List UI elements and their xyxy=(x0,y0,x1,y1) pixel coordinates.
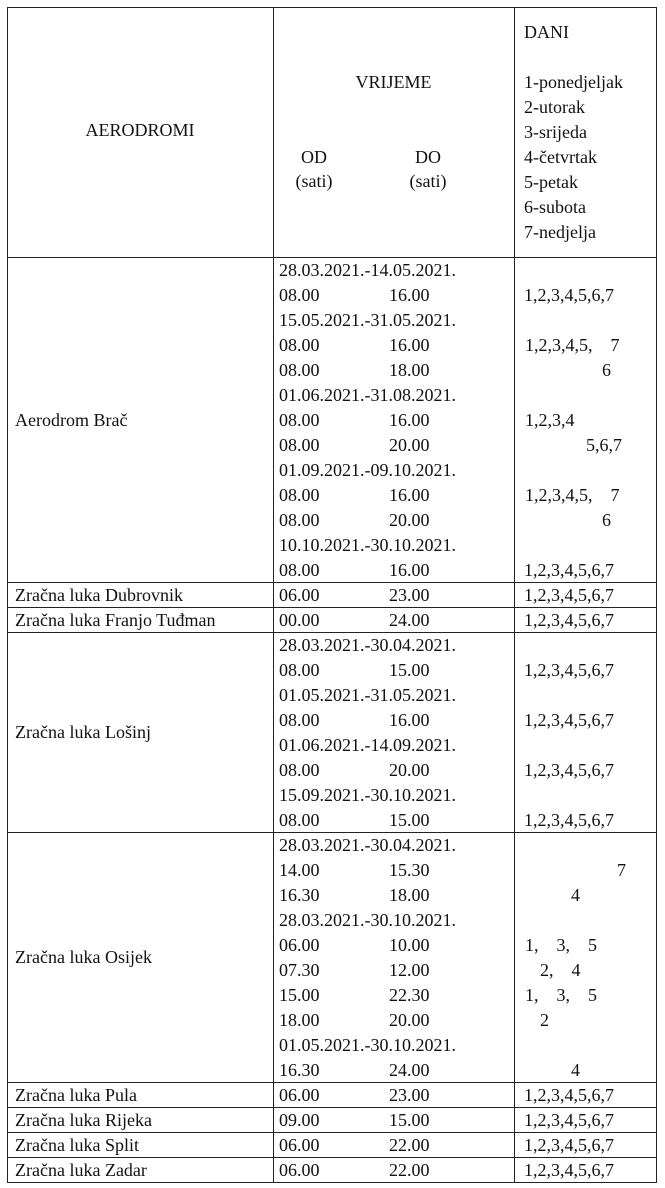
time-to: 16.00 xyxy=(389,710,430,730)
time-from: 06.00 xyxy=(279,1160,320,1180)
column-divider-2 xyxy=(514,7,515,1183)
airport-name: Zračna luka Rijeka xyxy=(15,1110,152,1130)
days-value: 1,2,3,4,5,6,7 xyxy=(524,585,614,605)
time-to: 18.00 xyxy=(389,885,430,905)
time-from: 00.00 xyxy=(279,610,320,630)
days-value: 4 xyxy=(571,1060,580,1080)
time-from: 16.30 xyxy=(279,1060,320,1080)
header-to-label: DO xyxy=(415,147,441,167)
days-legend-item: 2-utorak xyxy=(524,97,585,117)
days-legend-item: 3-srijeda xyxy=(524,122,587,142)
days-value: 6 xyxy=(602,510,611,530)
days-legend-item: 5-petak xyxy=(524,172,578,192)
airport-name: Zračna luka Osijek xyxy=(15,947,152,967)
days-value: 1,2,3,4 xyxy=(525,410,575,430)
days-value: 6 xyxy=(602,360,611,380)
days-value: 1,2,3,4,5,6,7 xyxy=(524,1085,614,1105)
time-from: 18.00 xyxy=(279,1010,320,1030)
time-to: 20.00 xyxy=(389,435,430,455)
time-from: 06.00 xyxy=(279,1135,320,1155)
time-from: 08.00 xyxy=(279,810,320,830)
airport-name: Zračna luka Split xyxy=(15,1135,139,1155)
airport-name: Zračna luka Zadar xyxy=(15,1160,147,1180)
time-from: 16.30 xyxy=(279,885,320,905)
table-border-left xyxy=(7,7,8,1183)
period-range: 10.10.2021.-30.10.2021. xyxy=(279,535,456,555)
time-to: 10.00 xyxy=(389,935,430,955)
time-from: 08.00 xyxy=(279,360,320,380)
time-from: 08.00 xyxy=(279,410,320,430)
table-border-right xyxy=(656,7,657,1183)
time-to: 12.00 xyxy=(389,960,430,980)
days-value: 1,2,3,4,5,6,7 xyxy=(524,810,614,830)
period-range: 28.03.2021.-30.04.2021. xyxy=(279,835,456,855)
time-to: 18.00 xyxy=(389,360,430,380)
time-from: 15.00 xyxy=(279,985,320,1005)
days-value: 1,2,3,4,5, 7 xyxy=(525,485,620,505)
days-legend-item: 1-ponedjeljak xyxy=(524,72,623,92)
days-legend-item: 4-četvrtak xyxy=(524,147,597,167)
time-from: 06.00 xyxy=(279,935,320,955)
time-to: 16.00 xyxy=(389,410,430,430)
days-value: 1,2,3,4,5,6,7 xyxy=(524,760,614,780)
days-value: 1,2,3,4,5,6,7 xyxy=(524,1135,614,1155)
days-value: 1,2,3,4,5,6,7 xyxy=(524,285,614,305)
period-range: 01.05.2021.-30.10.2021. xyxy=(279,1035,456,1055)
days-value: 7 xyxy=(617,860,626,880)
time-to: 16.00 xyxy=(389,485,430,505)
period-range: 28.03.2021.-30.04.2021. xyxy=(279,635,456,655)
days-value: 1,2,3,4,5,6,7 xyxy=(524,1110,614,1130)
time-from: 08.00 xyxy=(279,560,320,580)
time-to: 24.00 xyxy=(389,610,430,630)
time-from: 09.00 xyxy=(279,1110,320,1130)
time-from: 14.00 xyxy=(279,860,320,880)
period-range: 28.03.2021.-14.05.2021. xyxy=(279,260,456,280)
airport-name: Zračna luka Lošinj xyxy=(15,722,151,742)
days-value: 1,2,3,4,5,6,7 xyxy=(524,1160,614,1180)
time-from: 08.00 xyxy=(279,760,320,780)
period-range: 15.05.2021.-31.05.2021. xyxy=(279,310,456,330)
airport-name: Zračna luka Pula xyxy=(15,1085,137,1105)
time-from: 08.00 xyxy=(279,285,320,305)
days-legend-item: 6-subota xyxy=(524,197,586,217)
time-to: 16.00 xyxy=(389,335,430,355)
time-from: 08.00 xyxy=(279,710,320,730)
days-value: 1,2,3,4,5,6,7 xyxy=(524,660,614,680)
days-value: 1,2,3,4,5,6,7 xyxy=(524,710,614,730)
days-value: 1, 3, 5 xyxy=(525,985,597,1005)
table-border-top xyxy=(7,7,657,8)
time-from: 06.00 xyxy=(279,585,320,605)
period-range: 01.06.2021.-14.09.2021. xyxy=(279,735,456,755)
header-time-label: VRIJEME xyxy=(355,72,432,92)
column-divider-1 xyxy=(273,7,274,1183)
time-to: 16.00 xyxy=(389,560,430,580)
time-to: 15.00 xyxy=(389,1110,430,1130)
period-range: 01.06.2021.-31.08.2021. xyxy=(279,385,456,405)
days-legend-item: 7-nedjelja xyxy=(524,222,596,242)
time-from: 08.00 xyxy=(279,435,320,455)
time-from: 07.30 xyxy=(279,960,320,980)
time-from: 08.00 xyxy=(279,660,320,680)
days-value: 1,2,3,4,5,6,7 xyxy=(524,610,614,630)
time-to: 22.00 xyxy=(389,1160,430,1180)
header-to-unit: (sati) xyxy=(409,171,447,191)
header-airports-label: AERODROMI xyxy=(85,120,195,140)
time-to: 20.00 xyxy=(389,760,430,780)
days-value: 4 xyxy=(571,885,580,905)
time-to: 23.00 xyxy=(389,585,430,605)
days-value: 2 xyxy=(540,1010,549,1030)
time-to: 24.00 xyxy=(389,1060,430,1080)
period-range: 01.09.2021.-09.10.2021. xyxy=(279,460,456,480)
time-from: 08.00 xyxy=(279,485,320,505)
days-value: 1,2,3,4,5,6,7 xyxy=(524,560,614,580)
airport-name: Zračna luka Franjo Tuđman xyxy=(15,610,216,630)
time-to: 22.00 xyxy=(389,1135,430,1155)
header-from-label: OD xyxy=(301,147,327,167)
time-to: 20.00 xyxy=(389,510,430,530)
period-range: 28.03.2021.-30.10.2021. xyxy=(279,910,456,930)
time-to: 16.00 xyxy=(389,285,430,305)
row-divider xyxy=(7,1182,657,1183)
time-to: 15.00 xyxy=(389,660,430,680)
days-value: 1,2,3,4,5, 7 xyxy=(525,335,620,355)
time-to: 22.30 xyxy=(389,985,430,1005)
airport-name: Aerodrom Brač xyxy=(15,410,128,430)
time-to: 15.00 xyxy=(389,810,430,830)
airport-hours-table xyxy=(7,7,657,1183)
period-range: 01.05.2021.-31.05.2021. xyxy=(279,685,456,705)
time-to: 20.00 xyxy=(389,1010,430,1030)
header-from-unit: (sati) xyxy=(295,171,333,191)
period-range: 15.09.2021.-30.10.2021. xyxy=(279,785,456,805)
time-from: 08.00 xyxy=(279,335,320,355)
time-to: 23.00 xyxy=(389,1085,430,1105)
days-value: 5,6,7 xyxy=(586,435,622,455)
time-from: 06.00 xyxy=(279,1085,320,1105)
time-to: 15.30 xyxy=(389,860,430,880)
time-from: 08.00 xyxy=(279,510,320,530)
airport-name: Zračna luka Dubrovnik xyxy=(15,585,183,605)
header-days-label: DANI xyxy=(524,22,569,42)
days-value: 2, 4 xyxy=(540,960,581,980)
days-value: 1, 3, 5 xyxy=(525,935,597,955)
